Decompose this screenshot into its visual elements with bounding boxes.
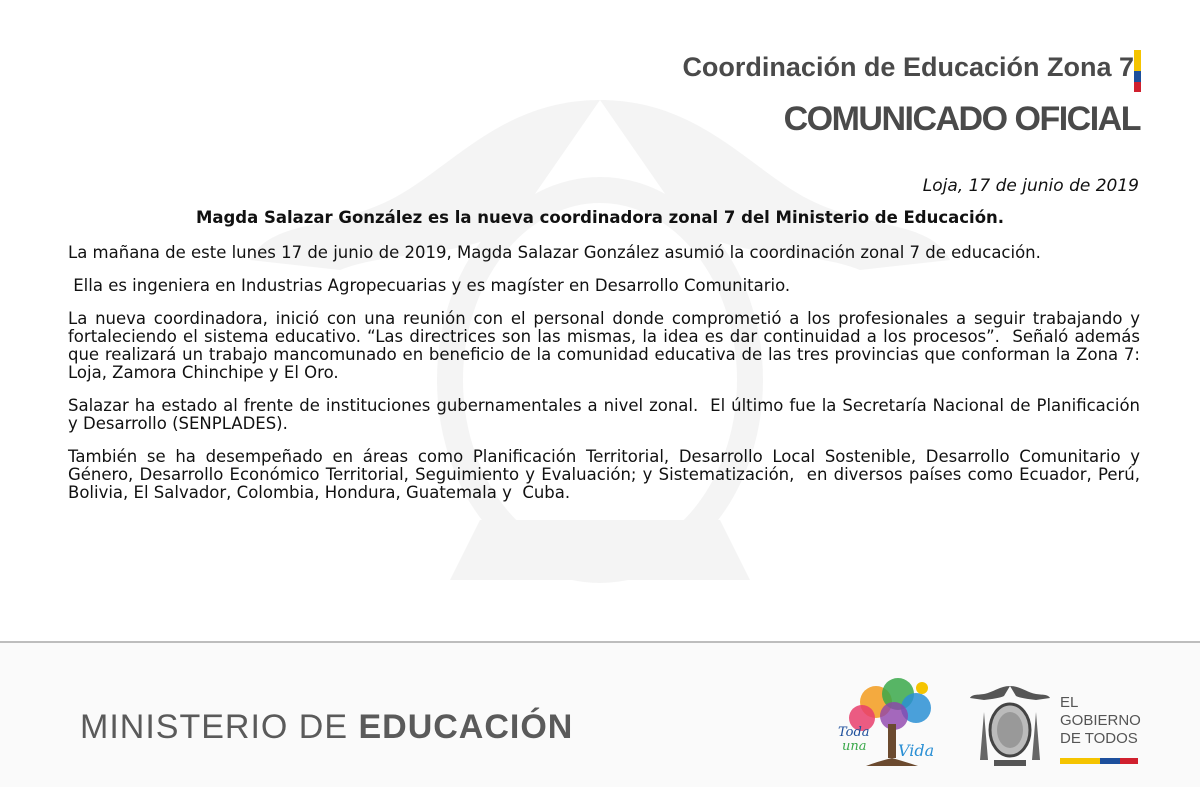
ecuador-flag-stripe-icon: [1134, 50, 1141, 92]
ministry-wordmark: [80, 708, 573, 747]
page-subtitle: COMUNICADO OFICIAL: [783, 100, 1140, 138]
footer-divider: [0, 641, 1200, 643]
gobierno-line2: GOBIERNO: [1060, 712, 1141, 729]
gobierno-flag-stripe-icon: [1060, 749, 1138, 755]
paragraph-2: Ella es ingeniera en Industrias Agropecuarias y es magíster en Desarrollo Comunitario.: [68, 276, 791, 295]
gobierno-line3: DE TODOS: [1060, 730, 1138, 747]
el-gobierno-de-todos-wordmark: [1060, 694, 1141, 748]
toda-logo-line3: Vida: [898, 741, 935, 760]
toda-una-vida-tree-logo: [836, 672, 944, 768]
ecuador-coat-of-arms-icon: [970, 682, 1050, 772]
paragraph-4: Salazar ha estado al frente de instituciones gubernamentales a nivel zonal. El último fue la Secretaría Nacional de Planificación y Desarrollo (SENPLADES).: [68, 396, 1146, 433]
ministry-bold: EDUCACIÓN: [358, 708, 574, 746]
document-body: [68, 243, 1146, 517]
page-title: Coordinación de Educación Zona 7: [682, 52, 1134, 82]
paragraph-1: La mañana de este lunes 17 de junio de 2019, Magda Salazar González asumió la coordinación zonal 7 de educación.: [68, 243, 1041, 262]
document-date: Loja, 17 de junio de 2019: [922, 176, 1139, 196]
gobierno-line1: EL: [1060, 694, 1079, 711]
paragraph-5: También se ha desempeñado en áreas como Planificación Territorial, Desarrollo Local Sostenible, Desarrollo Comunitario y Género, Desarrollo Económico Territorial, Seguimiento y Evaluación; y Sistematización, en diversos países como Ecuador, Perú, Bolivia, El Salvador, Colombia, Hondura, Guatemala y Cuba.: [68, 447, 1146, 502]
ministry-prefix: MINISTERIO DE: [80, 708, 359, 746]
toda-logo-line1: Toda: [838, 725, 870, 740]
paragraph-3: La nueva coordinadora, inició con una reunión con el personal donde comprometió a los profesionales a seguir trabajando y fortaleciendo el sistema educativo. “Las directrices son las mismas, la idea es dar continuidad a los procesos”. Señaló además que realizará un trabajo mancomunado en beneficio de la comunidad educativa de las tres provincias que conforman la Zona 7: Loja, Zamora Chinchipe y El Oro.: [68, 309, 1146, 382]
document-headline: Magda Salazar González es la nueva coordinadora zonal 7 del Ministerio de Educación.: [195, 208, 1005, 227]
toda-logo-line2: una: [842, 739, 867, 754]
